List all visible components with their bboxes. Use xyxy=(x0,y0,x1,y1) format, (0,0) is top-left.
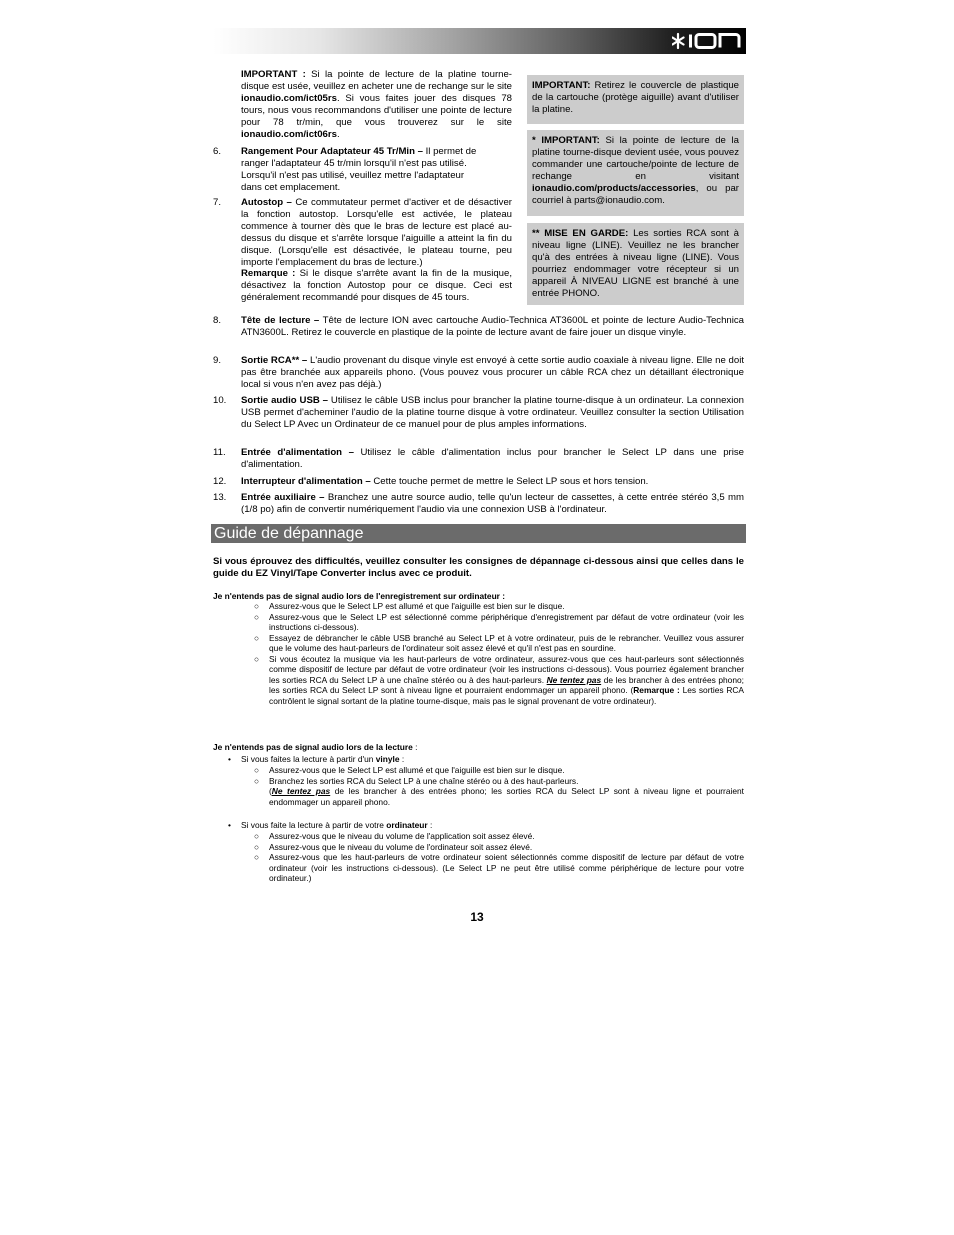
list-item xyxy=(254,654,744,707)
circle-bullet-icon: ○ xyxy=(254,852,260,862)
bullet-text: : xyxy=(427,820,433,830)
troubleshooting-intro: Si vous éprouvez des difficultés, veuillez consulter les consignes de dépannage ci-dessous ainsi que celles dans le guide du EZ Vinyl/Tape Converter inclus avec ce produit. xyxy=(213,556,744,579)
item-text: de les brancher à des entrées phono; les sorties RCA du Select LP sont à niveau ligne et pourraient endommager un appareil phono. ( xyxy=(269,674,744,695)
item-text: ( xyxy=(269,786,272,796)
item-text: Assurez-vous que le Select LP est allumé et que l'aiguille est bien sur le disque. xyxy=(269,601,565,611)
intro-important-paragraph xyxy=(241,69,512,140)
item-text: Tête de lecture ION avec cartouche Audio-Technica AT3600L et pointe de lecture Audio-Technica ATN3600L. Retirez le couvercle en plastique de la pointe de lecture avant de faire jouer un disque vinyle. xyxy=(241,315,745,338)
item-title: Interrupteur d'alimentation – xyxy=(241,476,371,487)
item-body xyxy=(241,447,744,471)
page-number: 13 xyxy=(470,910,484,924)
item-text: Il permet de ranger l'adaptateur 45 tr/min lorsqu'il n'est pas utilisé. Lorsqu'il n'est pas utilisé, veuillez mettre l'adaptateur dans cet emplacement. xyxy=(241,146,477,193)
circle-bullet-icon: ○ xyxy=(254,653,260,664)
item-title: Sortie audio USB – xyxy=(241,395,329,406)
item-title: Entrée auxiliaire – xyxy=(241,492,325,503)
item-text: Utilisez le câble d'alimentation inclus pour brancher le Select LP dans une prise d'alimentation. xyxy=(241,447,745,470)
bullet-text: : xyxy=(399,754,405,764)
bullet-text: Si vous faites la lecture à partir d'un xyxy=(241,754,376,764)
list-item xyxy=(254,765,744,776)
box-text: , ou par courriel à parts@ionaudio.com. xyxy=(532,182,739,206)
list-item xyxy=(254,633,744,654)
item-title: Rangement Pour Adaptateur 45 Tr/Min – xyxy=(241,146,423,157)
item-text: Assurez-vous que le niveau du volume de l'ordinateur soit assez élevé. xyxy=(269,841,533,852)
warning-box-rca xyxy=(527,223,744,305)
item-text: Assurez-vous que les haut-parleurs de votre ordinateur soient sélectionnés comme dispositif de lecture par défaut de votre ordinateur (voir les instructions ci-dessous). (Le Select LP ne peut être utilisé comme périphérique de lecture pour votre ordinateur.) xyxy=(269,852,744,883)
item-body xyxy=(241,355,744,391)
item-text: Ce commutateur permet d'activer et de désactiver la fonction autostop. Lorsqu'elle est activée, le plateau commence à tourner dès que le bras de lecture est placé au-dessus du disque et s'arrête lorsque l'aiguille a atteint la fin du disque. (Lorsqu'elle est désactivée, le plateau tourne, peu importe l'emplacement du bras de lecture.) xyxy=(241,197,512,268)
box-label: IMPORTANT: xyxy=(532,80,591,91)
important-label: IMPORTANT : xyxy=(241,69,306,80)
item-text: Assurez-vous que le Select LP est sélectionné comme périphérique d'enregistrement par défaut de votre ordinateur (voir les instructions ci-dessous). xyxy=(269,611,744,632)
note-label: Remarque : xyxy=(633,685,680,695)
bullet-icon: • xyxy=(228,754,231,764)
box-label: * IMPORTANT: xyxy=(532,135,600,146)
circle-bullet-icon: ○ xyxy=(254,841,260,852)
item-number: 9. xyxy=(213,355,222,366)
circle-bullet-icon: ○ xyxy=(254,831,260,841)
item-number: 12. xyxy=(213,476,227,487)
box-text: Si la pointe de lecture de la platine tourne-disque devient usée, vous pouvez commander une cartouche/pointe de lecture de rechange en visitant xyxy=(532,135,739,182)
item-number: 6. xyxy=(213,146,222,157)
important-text: Si la pointe de lecture de la platine tourne-disque est usée, veuillez en acheter une de rechange sur le site xyxy=(241,69,513,92)
note-text: Si le disque s'arrête avant la fin de la musique, désactivez la fonction Autostop pour ce disque. Ceci est généralement recommandé pour disques de 45 tours. xyxy=(241,268,513,304)
item-number: 11. xyxy=(213,447,226,458)
warning-emphasis: Ne tentez pas xyxy=(546,674,602,685)
warning-emphasis: Ne tentez pas xyxy=(271,786,331,796)
list-item xyxy=(254,831,744,842)
item-body xyxy=(241,395,744,431)
circle-bullet-icon: ○ xyxy=(254,601,260,611)
item-number: 10. xyxy=(213,395,227,406)
item-body xyxy=(241,197,512,304)
accessories-link[interactable]: ionaudio.com/products/accessories xyxy=(532,182,696,194)
question-text: Je n'entends pas de signal audio lors de la lecture xyxy=(213,742,413,752)
bullet-icon: • xyxy=(228,820,231,830)
ion-logo xyxy=(672,30,744,52)
list-item xyxy=(254,776,744,808)
item-title: Tête de lecture – xyxy=(241,315,320,326)
list-item xyxy=(254,612,744,633)
important-box-cover xyxy=(527,75,744,124)
item-body xyxy=(241,476,744,488)
list-item xyxy=(254,852,744,884)
item-text: Les sorties RCA contrôlent le signal sortant de la platine tourne-disque, mais pas le signal provenant de votre ordinateur). xyxy=(269,685,745,706)
box-text: Les sorties RCA sont à niveau ligne (LINE). Veuillez ne les brancher qu'à des entrées à niveau ligne (LINE). Vous pourriez endommager votre récepteur si un appareil À NIVEAU LIGNE est branché à une entrée PHONO. xyxy=(532,228,740,299)
section-title: Guide de dépannage xyxy=(214,525,364,542)
list-item xyxy=(254,601,744,612)
circle-bullet-icon: ○ xyxy=(254,775,260,786)
important-link-2[interactable]: ionaudio.com/ict06rs xyxy=(241,128,337,140)
item-text: Si vous écoutez la musique via les haut-parleurs de votre ordinateur, assurez-vous que ces haut-parleurs sont sélectionnés comme dispositif de lecture par défaut de votre ordinateur (voir les instructions ci-dessous). Vous pourriez également brancher les sorties RCA du Select LP à une chaîne stéréo ou à des haut-parleurs. xyxy=(269,653,744,685)
item-text: Assurez-vous que le niveau du volume de l'application soit assez élevé. xyxy=(269,831,535,841)
item-text: Branchez une autre source audio, telle qu'un lecteur de cassettes, à cette entrée stéréo 3,5 mm (1/8 po) afin de convertir numériquement l'audio via une connexion USB à l'ordinateur. xyxy=(241,492,744,515)
circle-bullet-icon: ○ xyxy=(254,765,260,775)
item-title: Sortie RCA** – xyxy=(241,355,308,366)
recording-checklist xyxy=(254,601,744,706)
important-box-replacement xyxy=(527,130,744,216)
item-title: Entrée d'alimentation – xyxy=(241,447,354,458)
note-label: Remarque : xyxy=(241,268,296,280)
item-number: 8. xyxy=(213,315,222,326)
item-text: L'audio provenant du disque vinyle est envoyé à cette sortie audio coaxiale à niveau ligne. Elle ne doit pas être branchée aux appareils phono. (Vous pouvez vous procurer un câble RCA chez un détaillant électronique local si vous n'en avez pas déjà.) xyxy=(241,355,744,390)
question-playback xyxy=(213,742,744,753)
bullet-emphasis: vinyle xyxy=(375,754,400,764)
item-text: Branchez les sorties RCA du Select LP à une chaîne stéréo ou à des haut-parleurs. xyxy=(269,775,579,786)
important-link-1[interactable]: ionaudio.com/ict05rs xyxy=(241,92,337,104)
box-label: ** MISE EN GARDE: xyxy=(532,228,629,239)
svg-text:ION: ION xyxy=(672,30,674,31)
item-number: 13. xyxy=(213,492,227,503)
question-suffix: : xyxy=(412,742,418,752)
item-number: 7. xyxy=(213,197,222,208)
important-text: . Si vous faites jouer des disques 78 tours, nous vous recommandons d'utiliser une pointe de lecture pour 78 tr/min, que vous trouverez sur le site xyxy=(241,92,512,128)
important-text: . xyxy=(336,128,340,140)
list-item xyxy=(254,842,744,853)
header-gradient-bar xyxy=(213,28,746,54)
box-text: Retirez le couvercle de plastique de la cartouche (protège aiguille) avant d'utiliser la platine. xyxy=(532,80,739,115)
circle-bullet-icon: ○ xyxy=(254,632,260,643)
item-text: de les brancher à des entrées phono; les sorties RCA du Select LP sont à niveau ligne et pourraient endommager un appareil phono. xyxy=(269,786,744,807)
item-text: Essayez de débrancher le câble USB branché au Select LP et à votre ordinateur, puis de le rebrancher. Veuillez vous assurer que le volume des haut-parleurs de l'ordinateur soit assez élevé et qu'il n'est pas en sourdine. xyxy=(269,632,744,653)
item-body xyxy=(241,492,744,516)
question-recording: Je n'entends pas de signal audio lors de l'enregistrement sur ordinateur : xyxy=(213,591,506,601)
item-text: Assurez-vous que le Select LP est allumé et que l'aiguille est bien sur le disque. xyxy=(269,765,565,775)
bullet-emphasis: ordinateur xyxy=(386,820,428,830)
item-body xyxy=(241,146,485,194)
item-body xyxy=(241,315,744,339)
circle-bullet-icon: ○ xyxy=(254,611,260,622)
item-text: Utilisez le câble USB inclus pour brancher la platine tourne-disque à un ordinateur. La connexion USB permet d'acheminer l'audio de la platine tourne disque à votre ordinateur. Veuillez consulter la section Utilisation du Select LP Avec un Ordinateur de ce manuel pour de plus amples informations. xyxy=(241,395,745,430)
computer-checklist xyxy=(254,831,744,884)
bullet-text: Si vous faite la lecture à partir de votre xyxy=(241,820,387,830)
troubleshooting-heading-bar xyxy=(211,524,746,543)
item-text: Cette touche permet de mettre le Select LP sous et hors tension. xyxy=(370,476,649,487)
vinyl-checklist xyxy=(254,765,744,807)
item-title: Autostop – xyxy=(241,197,292,208)
